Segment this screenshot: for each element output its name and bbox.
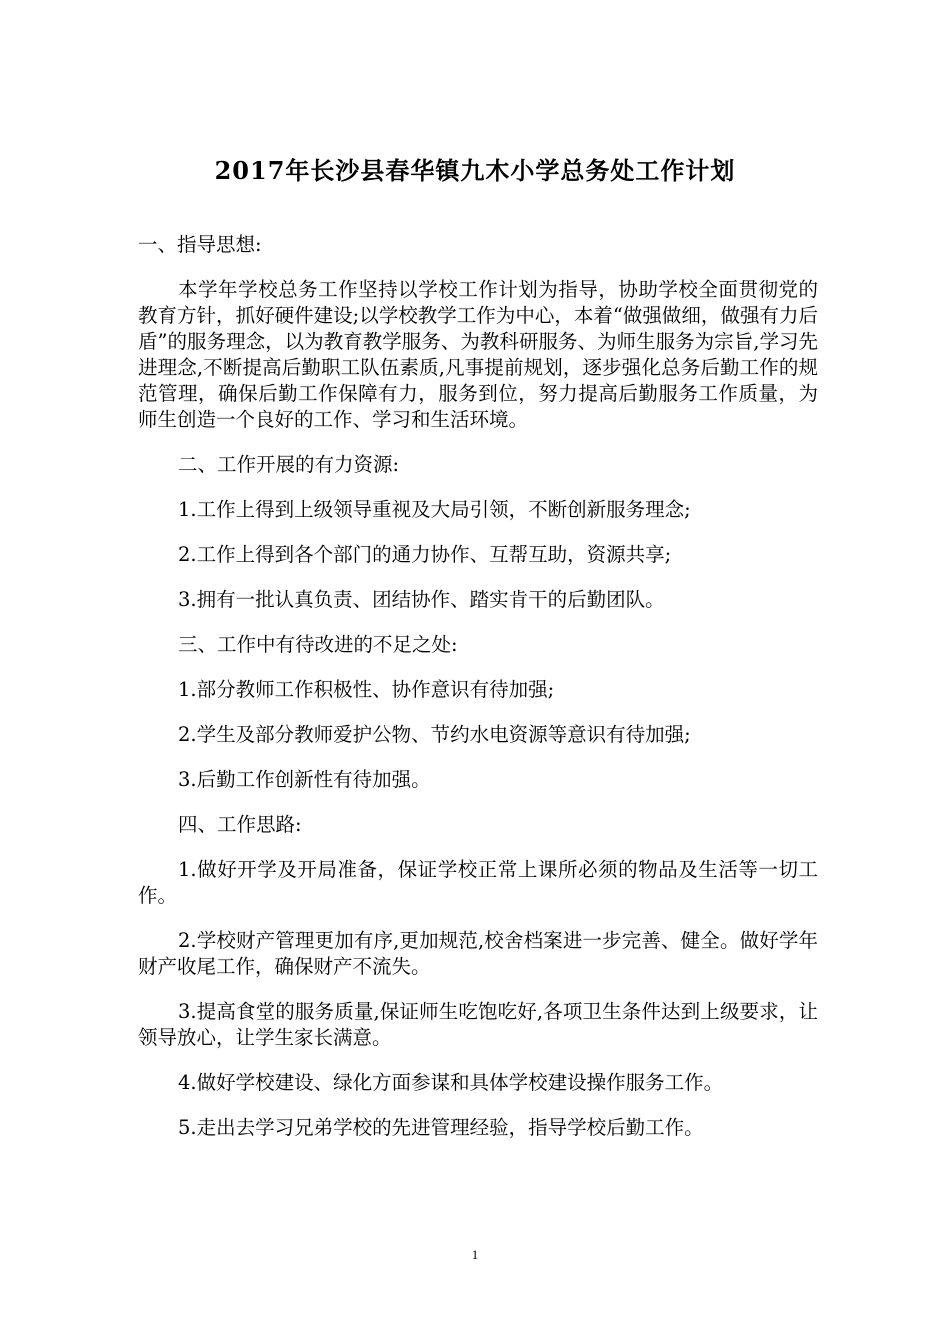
list-item: 2.工作上得到各个部门的通力协作、互帮互助，资源共享; xyxy=(178,543,672,566)
list-item: 5.走出去学习兄弟学校的先进管理经验，指导学校后勤工作。 xyxy=(178,1116,704,1139)
list-item: 2.学生及部分教师爱护公物、节约水电资源等意识有待加强; xyxy=(178,723,691,746)
list-item: 3.后勤工作创新性有待加强。 xyxy=(178,768,431,791)
list-item: 1.部分教师工作积极性、协作意识有待加强; xyxy=(178,678,555,701)
section-heading-resources: 二、工作开展的有力资源: xyxy=(178,453,400,476)
page-number: 1 xyxy=(471,1247,479,1262)
paragraph-guiding-ideology: 本学年学校总务工作坚持以学校工作计划为指导，协助学校全面贯彻党的教育方针，抓好硬件建设;以学校教学工作为中心，本着“做强做细，做强有力后盾”的服务理念，以为教育教学服务、为教科研服务、为师生服务为宗旨,学习先进理念,不断提高后勤职工队伍素质,凡事提前规划，逐步强化总务后勤工作的规范管理，确保后勤工作保障有力，服务到位，努力提高后勤服务工作质量，为师生创造一个良好的工作、学习和生活环境。 xyxy=(138,278,818,431)
document-body xyxy=(138,232,818,1160)
list-item: 3.拥有一批认真负责、团结协作、踏实肯干的后勤团队。 xyxy=(178,588,665,611)
section-heading-guiding-ideology: 一、指导思想: xyxy=(138,233,262,256)
list-item: 4.做好学校建设、绿化方面参谋和具体学校建设操作服务工作。 xyxy=(178,1071,724,1094)
list-item: 1.做好开学及开局准备，保证学校正常上课所必须的物品及生活等一切工作。 xyxy=(138,858,818,907)
document-title: 2017年长沙县春华镇九木小学总务处工作计划 xyxy=(214,156,736,185)
section-heading-work-ideas: 四、工作思路: xyxy=(178,813,302,836)
section-heading-shortcomings: 三、工作中有待改进的不足之处: xyxy=(178,633,458,656)
list-item: 1.工作上得到上级领导重视及大局引领，不断创新服务理念; xyxy=(178,498,691,521)
list-item: 3.提高食堂的服务质量,保证师生吃饱吃好,各项卫生条件达到上级要求，让领导放心，让学生家长满意。 xyxy=(138,1000,818,1049)
list-item: 2.学校财产管理更加有序,更加规范,校舍档案进一步完善、健全。做好学年财产收尾工作，确保财产不流失。 xyxy=(138,929,818,978)
